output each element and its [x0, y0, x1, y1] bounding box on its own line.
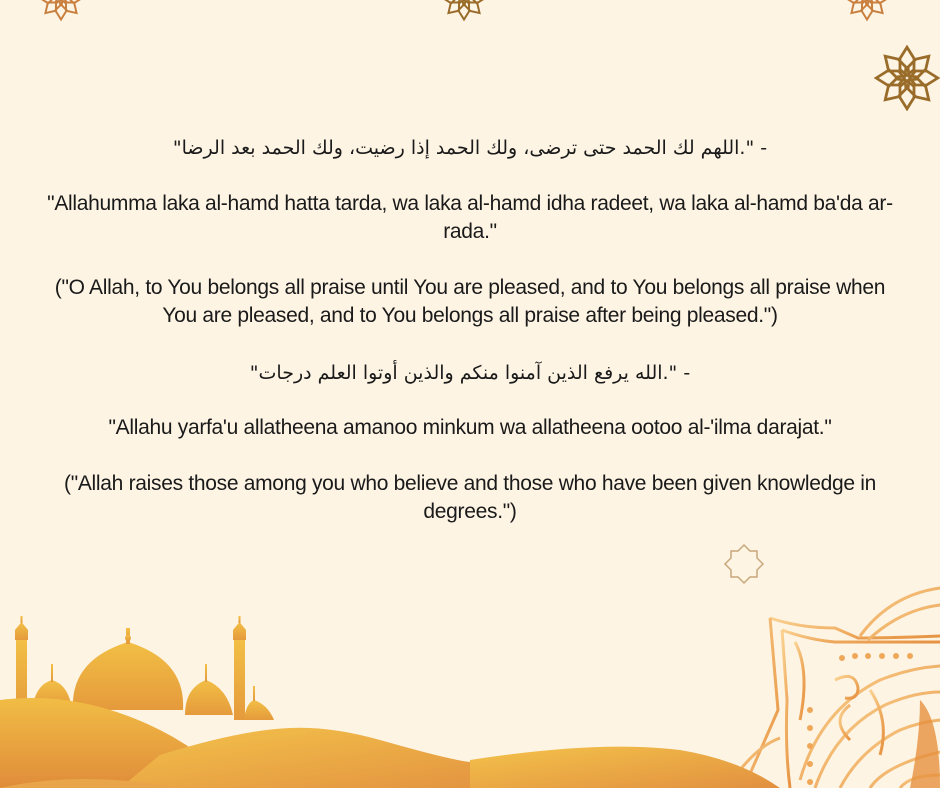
- verse-1-transliteration: "Allahumma laka al-hamd hatta tarda, wa laka al-hamd idha radeet, wa laka al-hamd ba'da ar-: [47, 192, 893, 215]
- eight-petal-star-icon: [874, 45, 940, 111]
- verse-1-translation: ("O Allah, to You belongs all praise until You are pleased, and to You belongs all praise when: [54, 276, 886, 299]
- verse-2-transliteration: "Allahu yarfa'u allatheena amanoo minkum wa allatheena ootoo al-'ilma darajat.": [108, 416, 832, 439]
- flower-ornament-icon: [842, 0, 892, 25]
- verse-1-translation-cont: You are pleased, and to You belongs all praise after being pleased."): [162, 304, 778, 327]
- flower-ornament-icon: [36, 0, 86, 25]
- flower-ornament-icon: [439, 0, 489, 25]
- sand-dunes: [0, 690, 940, 788]
- verse-1-arabic: - ".اللهم لك الحمد حتى ترضى، ولك الحمد إذا رضيت، ولك الحمد بعد الرضا": [172, 137, 768, 159]
- verse-2-arabic: - ".الله يرفع الذين آمنوا منكم والذين أوتوا العلم درجات": [249, 362, 691, 384]
- verse-2-translation-cont: degrees."): [423, 500, 517, 523]
- verse-1-transliteration-cont: rada.": [443, 220, 497, 243]
- verse-2-translation: ("Allah raises those among you who believe and those who have been given knowledge in: [64, 472, 876, 495]
